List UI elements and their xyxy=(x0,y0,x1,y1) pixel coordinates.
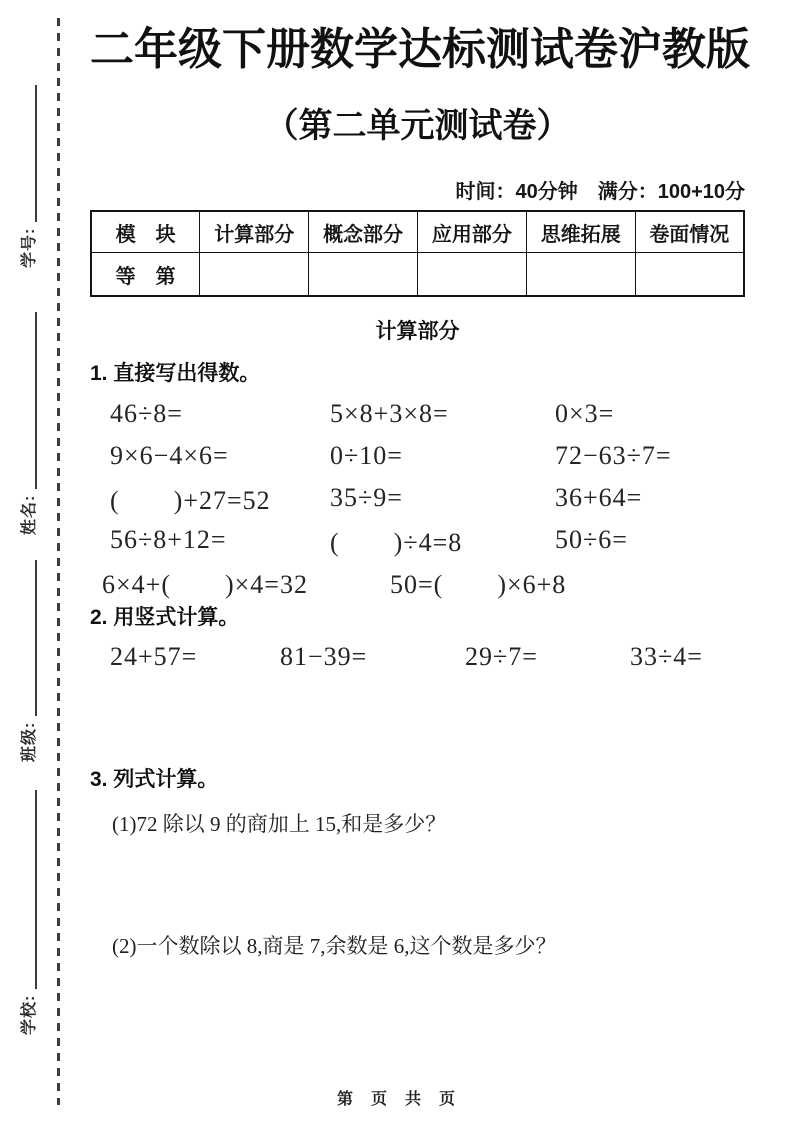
score-header-application: 应用部分 xyxy=(417,211,526,253)
name-blank-line xyxy=(35,312,37,489)
grade-cell-thinking xyxy=(526,253,635,297)
school-blank-line xyxy=(35,790,37,989)
score-header-module: 模 块 xyxy=(91,211,200,253)
equation: ( )÷4=8 xyxy=(330,527,463,557)
equation: 29÷7= xyxy=(465,642,538,671)
q1-row-5 xyxy=(90,561,745,603)
equation: 0×3= xyxy=(555,399,615,428)
main-content xyxy=(90,0,750,961)
score-header-concept: 概念部分 xyxy=(309,211,418,253)
score-header-thinking: 思维拓展 xyxy=(526,211,635,253)
equation: 72−63÷7= xyxy=(555,441,672,470)
equation: 35÷9= xyxy=(330,483,403,512)
q1-row-2 xyxy=(90,435,745,477)
margin-field-student-id xyxy=(14,85,40,268)
score-table-grade-row xyxy=(91,253,744,297)
question2-row xyxy=(90,639,745,675)
school-label: 学校: xyxy=(20,994,38,1035)
equation: 50=( )×6+8 xyxy=(390,569,567,599)
seal-dashed-line xyxy=(57,18,60,1105)
exam-meta: 时间：40分钟 满分：100+10分 xyxy=(455,181,745,203)
equation: 46÷8= xyxy=(110,399,183,428)
score-header-neatness: 卷面情况 xyxy=(635,211,744,253)
equation: 33÷4= xyxy=(630,642,703,671)
class-blank-line xyxy=(35,560,37,716)
question3-label: 3. 列式计算。 xyxy=(90,768,219,791)
equation: 5×8+3×8= xyxy=(330,399,449,428)
q1-row-1 xyxy=(90,393,745,435)
footer-page-info: 第 页 共 页 xyxy=(336,1091,456,1108)
question2-label: 2. 用竖式计算。 xyxy=(90,606,240,629)
equation: ( )+27=52 xyxy=(110,485,271,515)
grade-cell-calculation xyxy=(200,253,309,297)
equation: 0÷10= xyxy=(330,441,403,470)
q3-subquestion-2: (2)一个数除以 8,商是 7,余数是 6,这个数是多少？ xyxy=(112,934,557,958)
page-subtitle: （第二单元测试卷） xyxy=(264,107,571,145)
equation: 50÷6= xyxy=(555,525,628,554)
q1-row-3 xyxy=(90,477,745,519)
score-table xyxy=(90,210,745,297)
grade-row-label: 等 第 xyxy=(91,253,200,297)
margin-field-name xyxy=(14,312,40,535)
grade-cell-neatness xyxy=(635,253,744,297)
student-id-blank-line xyxy=(35,85,37,222)
equation: 36+64= xyxy=(555,483,643,512)
grade-cell-concept xyxy=(309,253,418,297)
question1-label: 1. 直接写出得数。 xyxy=(90,362,261,385)
student-id-label: 学号: xyxy=(20,227,38,268)
class-label: 班级: xyxy=(20,721,38,762)
equation: 81−39= xyxy=(280,642,368,671)
page-title: 二年级下册数学达标测试卷沪教版 xyxy=(90,25,750,74)
score-table-header-row xyxy=(91,211,744,253)
score-header-calculation: 计算部分 xyxy=(200,211,309,253)
q3-subquestion-1: (1)72 除以 9 的商加上 15,和是多少？ xyxy=(112,812,447,836)
equation: 9×6−4×6= xyxy=(110,441,229,470)
name-label: 姓名: xyxy=(20,494,38,535)
section-title-calculation: 计算部分 xyxy=(375,320,460,343)
grade-cell-application xyxy=(417,253,526,297)
question1-grid xyxy=(90,393,745,603)
equation: 56÷8+12= xyxy=(110,525,227,554)
margin-field-school xyxy=(14,790,40,1035)
equation: 24+57= xyxy=(110,642,198,671)
equation: 6×4+( )×4=32 xyxy=(102,569,308,599)
margin-field-class xyxy=(14,560,40,762)
q1-row-4 xyxy=(90,519,745,561)
